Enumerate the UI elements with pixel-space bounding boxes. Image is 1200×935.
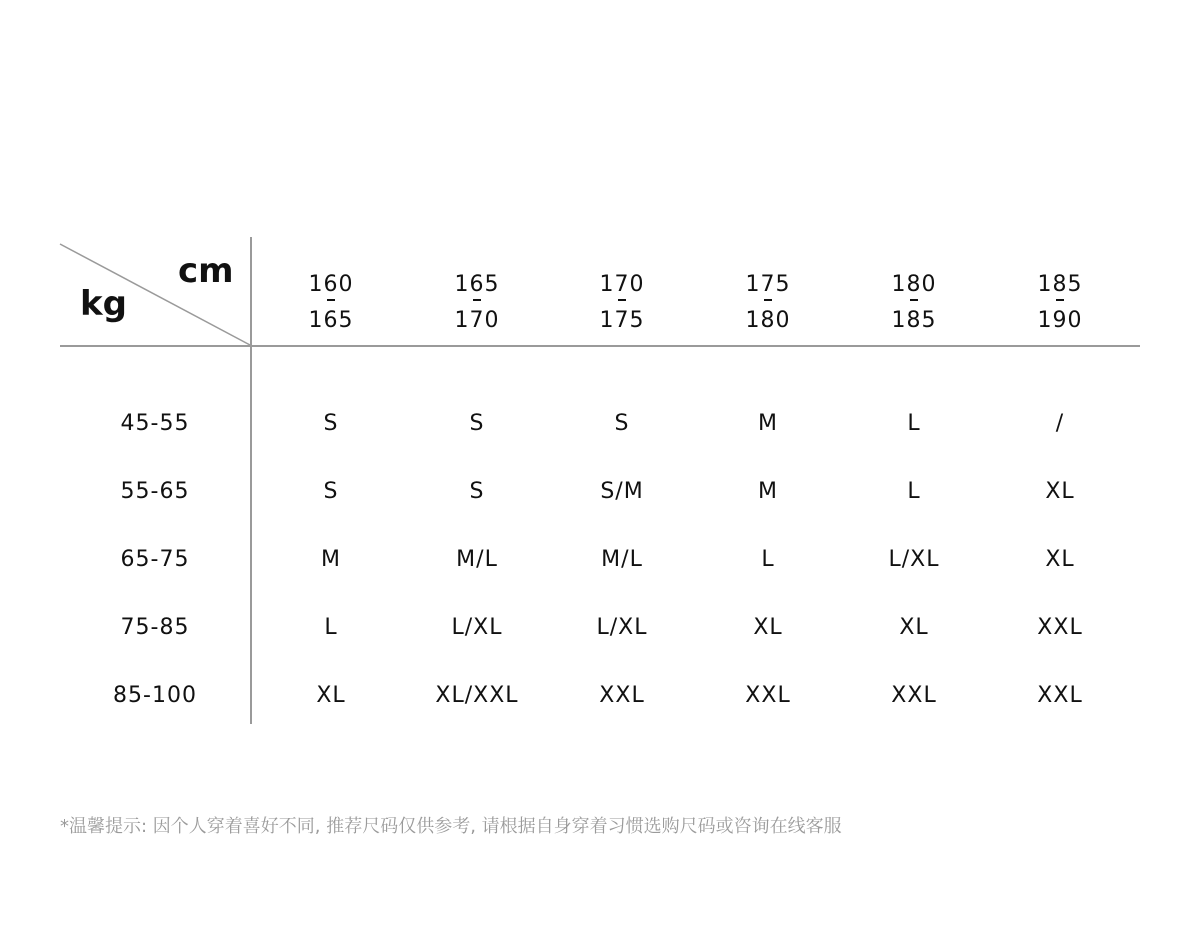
size-cell: XXL [745, 683, 791, 708]
size-cell: XL [753, 615, 783, 640]
size-cell: XL [899, 615, 929, 640]
size-cell: L [324, 615, 338, 640]
height-header-4: 175 180 [745, 272, 791, 333]
height-header-3: 170 175 [599, 272, 645, 333]
size-cell: M/L [456, 547, 498, 572]
size-cell: L [907, 479, 921, 504]
size-cell: S/M [600, 479, 644, 504]
size-cell: XXL [891, 683, 937, 708]
weight-label: 65-75 [120, 547, 190, 572]
size-cell: XL/XXL [435, 683, 519, 708]
weight-unit-label: kg [80, 284, 127, 324]
size-cell: M/L [601, 547, 643, 572]
column-divider [250, 237, 252, 724]
size-cell: S [323, 479, 339, 504]
size-cell: S [469, 479, 485, 504]
size-cell: L [761, 547, 775, 572]
size-cell: S [469, 411, 485, 436]
weight-label: 55-65 [120, 479, 190, 504]
size-cell: S [323, 411, 339, 436]
size-cell: L [907, 411, 921, 436]
size-cell: L/XL [888, 547, 940, 572]
size-cell: L/XL [596, 615, 648, 640]
height-header-6: 185 190 [1037, 272, 1083, 333]
size-cell: M [758, 479, 778, 504]
height-unit-label: cm [178, 251, 234, 291]
size-cell: XL [1045, 547, 1075, 572]
height-header-5: 180 185 [891, 272, 937, 333]
height-header-2: 165 170 [454, 272, 500, 333]
size-cell: / [1055, 411, 1065, 436]
weight-label: 75-85 [120, 615, 190, 640]
size-cell: M [321, 547, 341, 572]
size-advice-note: *温馨提示: 因个人穿着喜好不同, 推荐尺码仅供参考, 请根据自身穿着习惯选购尺码或咨询在线客服 [60, 816, 842, 837]
header-divider [60, 345, 1140, 347]
size-cell: L/XL [451, 615, 503, 640]
weight-label: 45-55 [120, 411, 190, 436]
size-cell: M [758, 411, 778, 436]
height-header-1: 160 165 [308, 272, 354, 333]
size-cell: S [614, 411, 630, 436]
size-cell: XXL [1037, 615, 1083, 640]
size-cell: XXL [1037, 683, 1083, 708]
size-cell: XL [1045, 479, 1075, 504]
weight-label: 85-100 [113, 683, 197, 708]
size-cell: XXL [599, 683, 645, 708]
size-cell: XL [316, 683, 346, 708]
